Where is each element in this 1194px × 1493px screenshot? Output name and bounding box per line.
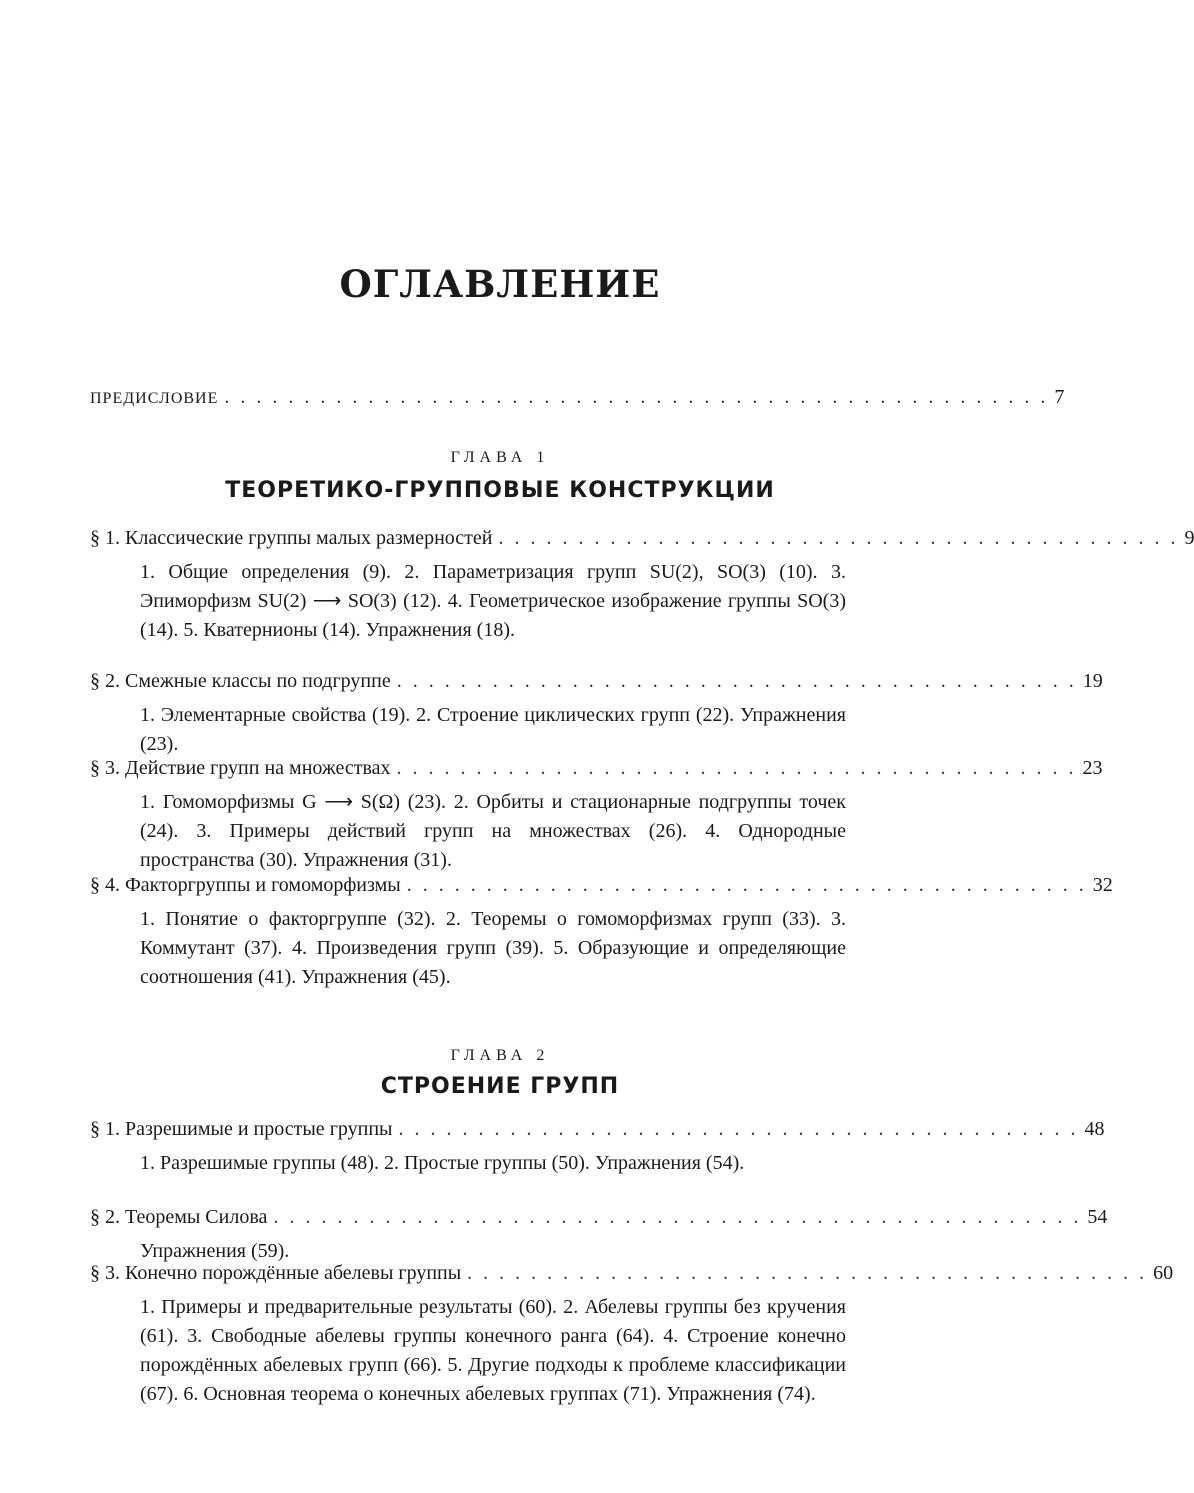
toc-entry-section[interactable] xyxy=(90,527,1194,559)
dot-leader: . . . . . . . . . . . . . . . . . . . . . . . . . . . . . . . . . . . . . . . . . . . . . . . . . . . . xyxy=(224,386,1049,408)
dot-leader: . . . . . . . . . . . . . . . . . . . . . . . . . . . . . . . . . . . . . . . . . . . xyxy=(396,757,1077,779)
page-title: ОГЛАВЛЕНИЕ xyxy=(339,262,661,306)
dot-leader: . . . . . . . . . . . . . . . . . . . . . . . . . . . . . . . . . . . . . . . . . . . xyxy=(498,527,1179,549)
toc-entry-section[interactable] xyxy=(90,1118,1105,1150)
section-heading: § 1. Разрешимые и простые группы xyxy=(90,1118,393,1140)
chapter-title: ТЕОРЕТИКО-ГРУППОВЫЕ КОНСТРУКЦИИ xyxy=(225,478,775,503)
page-number: 7 xyxy=(1054,386,1065,408)
page-number: 32 xyxy=(1092,874,1113,896)
section-heading: § 1. Классические группы малых размерностей xyxy=(90,527,493,549)
toc-entry-section[interactable] xyxy=(90,874,1113,906)
chapter-label: ГЛАВА 2 xyxy=(450,1047,550,1064)
section-heading: § 2. Теоремы Силова xyxy=(90,1206,268,1228)
page-number: 23 xyxy=(1082,757,1103,779)
dot-leader: . . . . . . . . . . . . . . . . . . . . . . . . . . . . . . . . . . . . . . . . . . . xyxy=(467,1262,1148,1284)
toc-entry-label: ПРЕДИСЛОВИЕ xyxy=(90,390,219,407)
dot-leader: . . . . . . . . . . . . . . . . . . . . . . . . . . . . . . . . . . . . . . . . . . . xyxy=(406,874,1087,896)
page-number: 54 xyxy=(1087,1206,1108,1228)
toc-entry-section[interactable] xyxy=(90,757,1103,789)
toc-entry-section[interactable] xyxy=(90,1262,1174,1294)
chapter-label: ГЛАВА 1 xyxy=(450,449,550,466)
section-description: 1. Понятие о факторгруппе (32). 2. Теоремы о гомоморфизмах групп (33). 3. Коммутант (37). 4. Произведения групп (39). 5. Образующие и определяющие соотношения (41). Упражнения (45). xyxy=(140,908,846,988)
page-number: 48 xyxy=(1084,1118,1105,1140)
page-number: 60 xyxy=(1153,1262,1174,1284)
section-heading: § 3. Действие групп на множествах xyxy=(90,757,391,779)
chapter-title: СТРОЕНИЕ ГРУПП xyxy=(380,1074,620,1099)
section-heading: § 4. Факторгруппы и гомоморфизмы xyxy=(90,874,401,896)
toc-entry-preface[interactable] xyxy=(90,386,1065,418)
toc-entry-section[interactable] xyxy=(90,670,1103,702)
section-description: 1. Гомоморфизмы G ⟶ S(Ω) (23). 2. Орбиты и стационарные подгруппы точек (24). 3. Примеры действий групп на множествах (26). 4. Однородные пространства (30). Упражнения (31). xyxy=(140,791,846,871)
page-number: 9 xyxy=(1184,527,1194,549)
section-description: 1. Элементарные свойства (19). 2. Строение циклических групп (22). Упражнения (23). xyxy=(140,704,846,755)
dot-leader: . . . . . . . . . . . . . . . . . . . . . . . . . . . . . . . . . . . . . . . . . . . xyxy=(398,1118,1079,1140)
dot-leader: . . . . . . . . . . . . . . . . . . . . . . . . . . . . . . . . . . . . . . . . . . . . . . . . . . . xyxy=(273,1206,1082,1228)
section-description: 1. Общие определения (9). 2. Параметризация групп SU(2), SO(3) (10). 3. Эпиморфизм SU(2) ⟶ SO(3) (12). 4. Геометрическое изображение группы SO(3) (14). 5. Кватернионы (14). Упражнения (18). xyxy=(140,561,846,641)
section-heading: § 2. Смежные классы по подгруппе xyxy=(90,670,391,692)
page-number: 19 xyxy=(1082,670,1103,692)
dot-leader: . . . . . . . . . . . . . . . . . . . . . . . . . . . . . . . . . . . . . . . . . . . xyxy=(396,670,1077,692)
section-description: 1. Примеры и предварительные результаты (60). 2. Абелевы группы без кручения (61). 3. Свободные абелевы группы конечного ранга (64). 4. Строение конечно порождённых абелевых групп (66). 5. Другие подходы к проблеме классификации (67). 6. Основная теорема о конечных абелевых группах (71). Упражнения (74). xyxy=(140,1296,846,1405)
section-description: 1. Разрешимые группы (48). 2. Простые группы (50). Упражнения (54). xyxy=(140,1152,745,1174)
toc-entry-section[interactable] xyxy=(90,1206,1108,1238)
section-description: Упражнения (59). xyxy=(140,1240,290,1262)
section-heading: § 3. Конечно порождённые абелевы группы xyxy=(90,1262,462,1284)
